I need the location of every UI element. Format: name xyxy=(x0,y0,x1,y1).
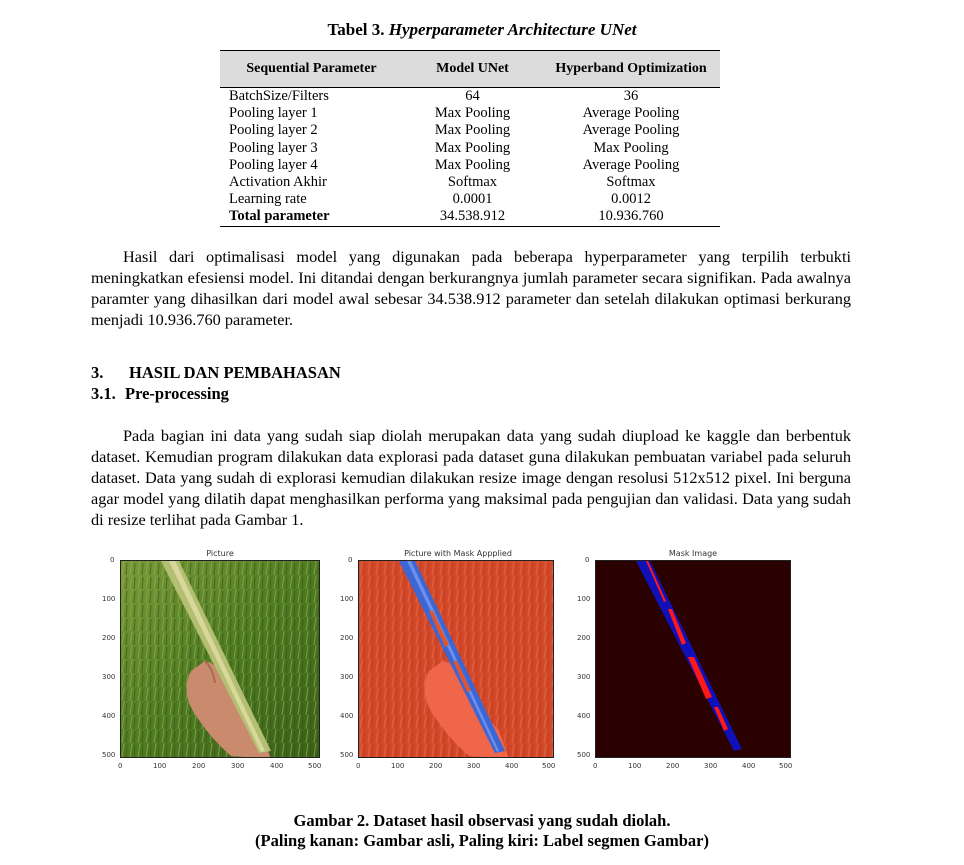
panel-picture-with-mask xyxy=(338,546,568,776)
table-cell: 34.538.912 xyxy=(403,208,542,226)
mask-segment-icon xyxy=(596,561,791,758)
table-cell: Average Pooling xyxy=(582,156,680,173)
panel-mask-image xyxy=(575,546,805,776)
table-cell: Learning rate xyxy=(229,191,307,208)
x-tick: 500 xyxy=(542,762,556,770)
y-tick: 100 xyxy=(102,595,116,603)
y-tick: 400 xyxy=(340,712,354,720)
table-cell: Max Pooling xyxy=(434,122,511,139)
y-tick: 100 xyxy=(577,595,591,603)
section-number: 3. xyxy=(91,363,104,382)
panel-picture xyxy=(100,546,330,776)
table-row xyxy=(220,157,720,174)
panel-title: Picture xyxy=(206,549,234,558)
y-tick: 0 xyxy=(348,556,353,564)
table-row xyxy=(220,140,720,157)
y-tick: 300 xyxy=(340,673,354,681)
picture-image xyxy=(120,560,320,758)
subsection-heading xyxy=(91,384,229,404)
header-sequential-parameter: Sequential Parameter xyxy=(220,51,403,88)
table-row-total xyxy=(220,208,720,226)
subsection-title: Pre-processing xyxy=(125,384,229,403)
masked-leaf-photo-icon xyxy=(359,561,554,758)
table-cell: Average Pooling xyxy=(582,105,680,122)
table-cell: Max Pooling xyxy=(593,139,669,156)
y-tick: 400 xyxy=(577,712,591,720)
y-tick: 500 xyxy=(102,751,116,759)
x-tick: 100 xyxy=(153,762,167,770)
panel-title: Picture with Mask Appplied xyxy=(404,549,512,558)
figure-caption-line1: Gambar 2. Dataset hasil observasi yang sudah diolah. xyxy=(293,811,671,830)
table-caption-title: Hyperparameter Architecture UNet xyxy=(388,20,637,39)
table-row xyxy=(220,122,720,139)
table-cell: Pooling layer 4 xyxy=(229,156,318,173)
table-cell: Softmax xyxy=(447,174,498,191)
x-tick: 100 xyxy=(391,762,405,770)
table-header-row xyxy=(220,51,720,88)
table-row xyxy=(220,88,720,106)
mask-image xyxy=(595,560,791,758)
x-tick: 500 xyxy=(779,762,793,770)
figure-caption-line2: (Paling kanan: Gambar asli, Paling kiri: Label segmen Gambar) xyxy=(255,831,709,850)
table-cell: 36 xyxy=(623,88,639,104)
x-tick: 300 xyxy=(231,762,245,770)
paragraph-optimization-result xyxy=(91,246,851,330)
x-tick: 400 xyxy=(742,762,756,770)
table-cell: Activation Akhir xyxy=(229,174,327,191)
paragraph-text: Hasil dari optimalisasi model yang digunakan pada beberapa hyperparameter yang terpilih terbukti meningkatkan efesiensi model. Ini ditandai dengan berkurangnya jumlah parameter secara signifikan. Pada awalnya paramter yang dihasilkan dari model awal sebesar 34.538.912 parameter dan setelah dilakukan optimasi berkurang menjadi 10.936.760 parameter. xyxy=(91,247,851,329)
y-tick: 200 xyxy=(340,634,354,642)
y-tick: 300 xyxy=(577,673,591,681)
section-heading xyxy=(91,363,341,383)
table-cell: Max Pooling xyxy=(434,139,511,156)
subsection-number: 3.1. xyxy=(91,384,116,403)
table-cell: Max Pooling xyxy=(434,105,511,122)
table-row xyxy=(220,105,720,122)
table-cell: 10.936.760 xyxy=(542,208,720,226)
paragraph-text: Pada bagian ini data yang sudah siap diolah merupakan data yang sudah diupload ke kaggle dan berbentuk dataset. Kemudian program dilakukan data explorasi pada dataset guna dilakukan pembuatan variabel pada seluruh dataset. Data yang sudah di explorasi kemudian dilakukan resize image dengan resolusi 512x512 pixel. Ini berguna agar model yang dilatih dapat menghasilkan performa yang maksimal pada pengujian dan validasi. Data yang sudah di resize terlihat pada Gambar 1. xyxy=(91,426,851,529)
y-tick: 500 xyxy=(577,751,591,759)
y-tick: 400 xyxy=(102,712,116,720)
x-tick: 300 xyxy=(467,762,481,770)
header-model-unet: Model UNet xyxy=(403,51,542,88)
section-title: HASIL DAN PEMBAHASAN xyxy=(129,363,341,382)
x-tick: 200 xyxy=(666,762,680,770)
table-cell: 64 xyxy=(465,88,480,104)
table-cell: BatchSize/Filters xyxy=(229,88,329,104)
table-row xyxy=(220,174,720,191)
table-row xyxy=(220,191,720,208)
header-hyperband-optimization: Hyperband Optimization xyxy=(542,51,720,88)
x-tick: 400 xyxy=(505,762,519,770)
y-tick: 300 xyxy=(102,673,116,681)
x-tick: 0 xyxy=(593,762,598,770)
leaf-photo-icon xyxy=(121,561,320,758)
table-cell: Softmax xyxy=(606,174,656,191)
table-cell: 0.0012 xyxy=(611,191,651,208)
table-cell: Pooling layer 1 xyxy=(229,105,318,122)
table-caption xyxy=(0,20,964,40)
x-tick: 500 xyxy=(308,762,322,770)
table-caption-prefix: Tabel 3. xyxy=(327,20,385,39)
table-cell: Total parameter xyxy=(220,208,403,226)
x-tick: 0 xyxy=(356,762,361,770)
y-tick: 200 xyxy=(577,634,591,642)
x-tick: 100 xyxy=(628,762,642,770)
y-tick: 0 xyxy=(585,556,590,564)
panel-title: Mask Image xyxy=(668,549,718,558)
figure-dataset-panels xyxy=(0,546,964,786)
y-tick: 0 xyxy=(110,556,115,564)
x-tick: 400 xyxy=(270,762,284,770)
table-cell: Pooling layer 2 xyxy=(229,122,318,139)
hyperparameter-table xyxy=(220,50,720,227)
x-tick: 200 xyxy=(429,762,443,770)
y-tick: 200 xyxy=(102,634,116,642)
table-cell: Average Pooling xyxy=(582,122,680,139)
table-cell: Pooling layer 3 xyxy=(229,139,318,156)
masked-picture-image xyxy=(358,560,554,758)
y-tick: 500 xyxy=(340,751,354,759)
table-cell: Max Pooling xyxy=(434,156,511,173)
paragraph-preprocessing xyxy=(91,425,851,530)
x-tick: 300 xyxy=(704,762,718,770)
table-cell: 0.0001 xyxy=(452,191,493,208)
x-tick: 200 xyxy=(192,762,206,770)
x-tick: 0 xyxy=(118,762,123,770)
y-tick: 100 xyxy=(340,595,354,603)
